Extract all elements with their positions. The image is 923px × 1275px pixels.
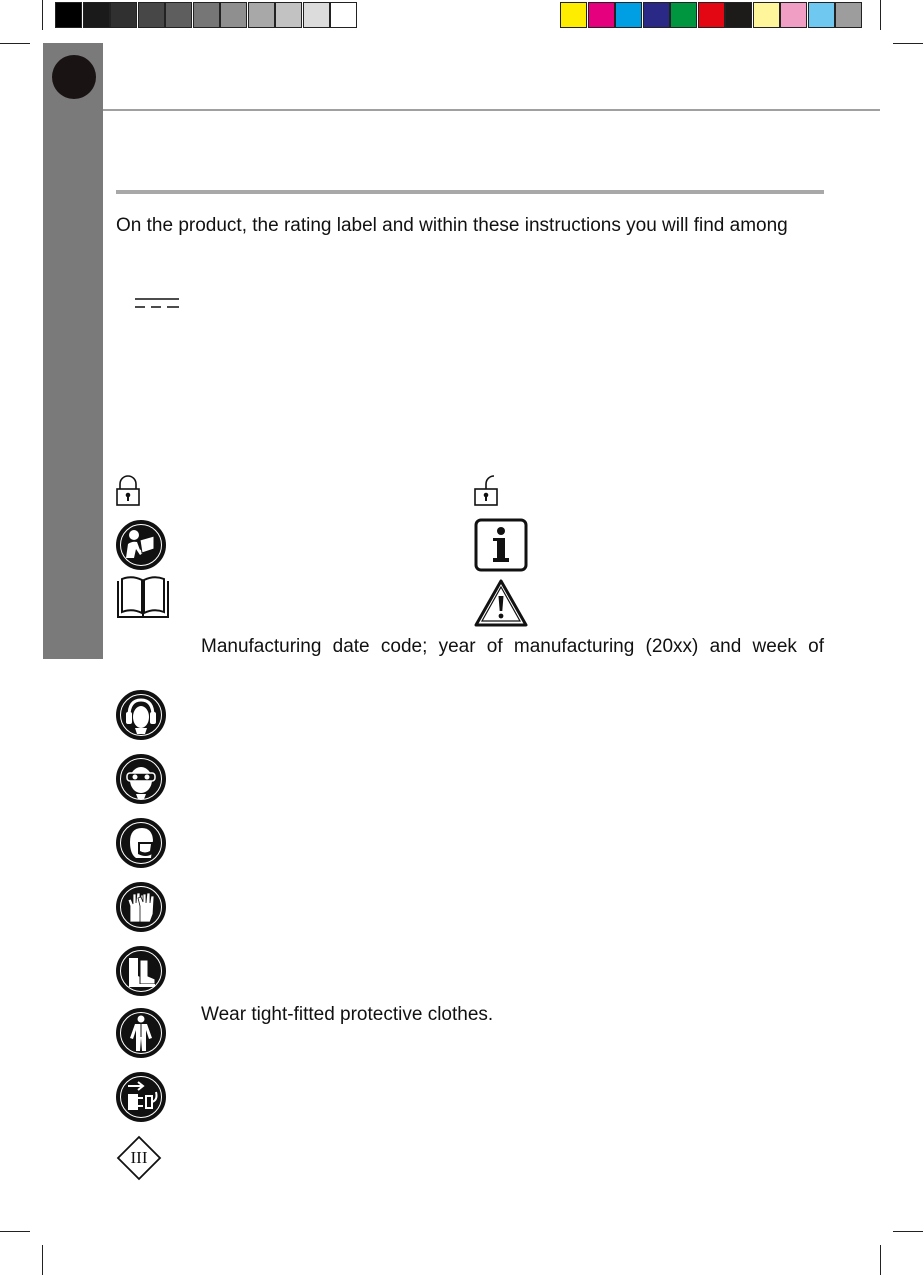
color-swatch	[670, 2, 697, 28]
color-swatch	[330, 2, 357, 28]
lock-icon	[116, 475, 140, 507]
color-swatch	[275, 2, 302, 28]
color-swatch	[560, 2, 587, 28]
date-code-text: Manufacturing date code; year of manufacturing (20xx) and week of	[201, 636, 824, 657]
color-swatch	[165, 2, 192, 28]
class-iii-icon	[116, 1135, 162, 1181]
info-icon	[474, 518, 528, 572]
color-swatch	[725, 2, 752, 28]
gloves-icon	[116, 882, 166, 932]
color-swatch	[193, 2, 220, 28]
crop-mark	[880, 1245, 881, 1275]
unplug-icon	[116, 1072, 166, 1122]
unlock-icon	[474, 475, 498, 507]
color-swatch	[835, 2, 862, 28]
color-swatch	[615, 2, 642, 28]
color-swatch	[753, 2, 780, 28]
section-marker-dot	[52, 55, 96, 99]
crop-mark	[893, 43, 923, 44]
class-iii-label: III	[130, 1148, 148, 1167]
color-swatch	[698, 2, 725, 28]
color-swatch	[248, 2, 275, 28]
color-swatch	[643, 2, 670, 28]
section-rule	[116, 190, 824, 194]
ear-protection-icon	[116, 690, 166, 740]
color-swatch	[808, 2, 835, 28]
crop-mark	[893, 1231, 923, 1232]
protective-clothes-text: Wear tight-fitted protective clothes.	[201, 1004, 494, 1025]
header-rule	[103, 109, 880, 111]
book-icon	[116, 575, 170, 620]
color-swatch	[55, 2, 82, 28]
color-swatch	[138, 2, 165, 28]
direct-current-icon	[133, 296, 183, 312]
coverall-icon	[116, 1008, 166, 1058]
color-swatch	[303, 2, 330, 28]
color-swatch	[83, 2, 110, 28]
crop-mark	[0, 1231, 30, 1232]
read-manual-icon	[116, 520, 166, 570]
warning-icon	[474, 578, 528, 628]
color-swatch	[220, 2, 247, 28]
eye-protection-icon	[116, 754, 166, 804]
dust-mask-icon	[116, 818, 166, 868]
crop-mark	[42, 1245, 43, 1275]
color-swatch	[110, 2, 137, 28]
crop-mark	[880, 0, 881, 30]
boots-icon	[116, 946, 166, 996]
color-swatch	[588, 2, 615, 28]
intro-text: On the product, the rating label and within these instructions you will find among	[116, 215, 788, 236]
crop-mark	[0, 43, 30, 44]
crop-mark	[42, 0, 43, 30]
color-swatch	[780, 2, 807, 28]
side-tab	[43, 43, 103, 659]
